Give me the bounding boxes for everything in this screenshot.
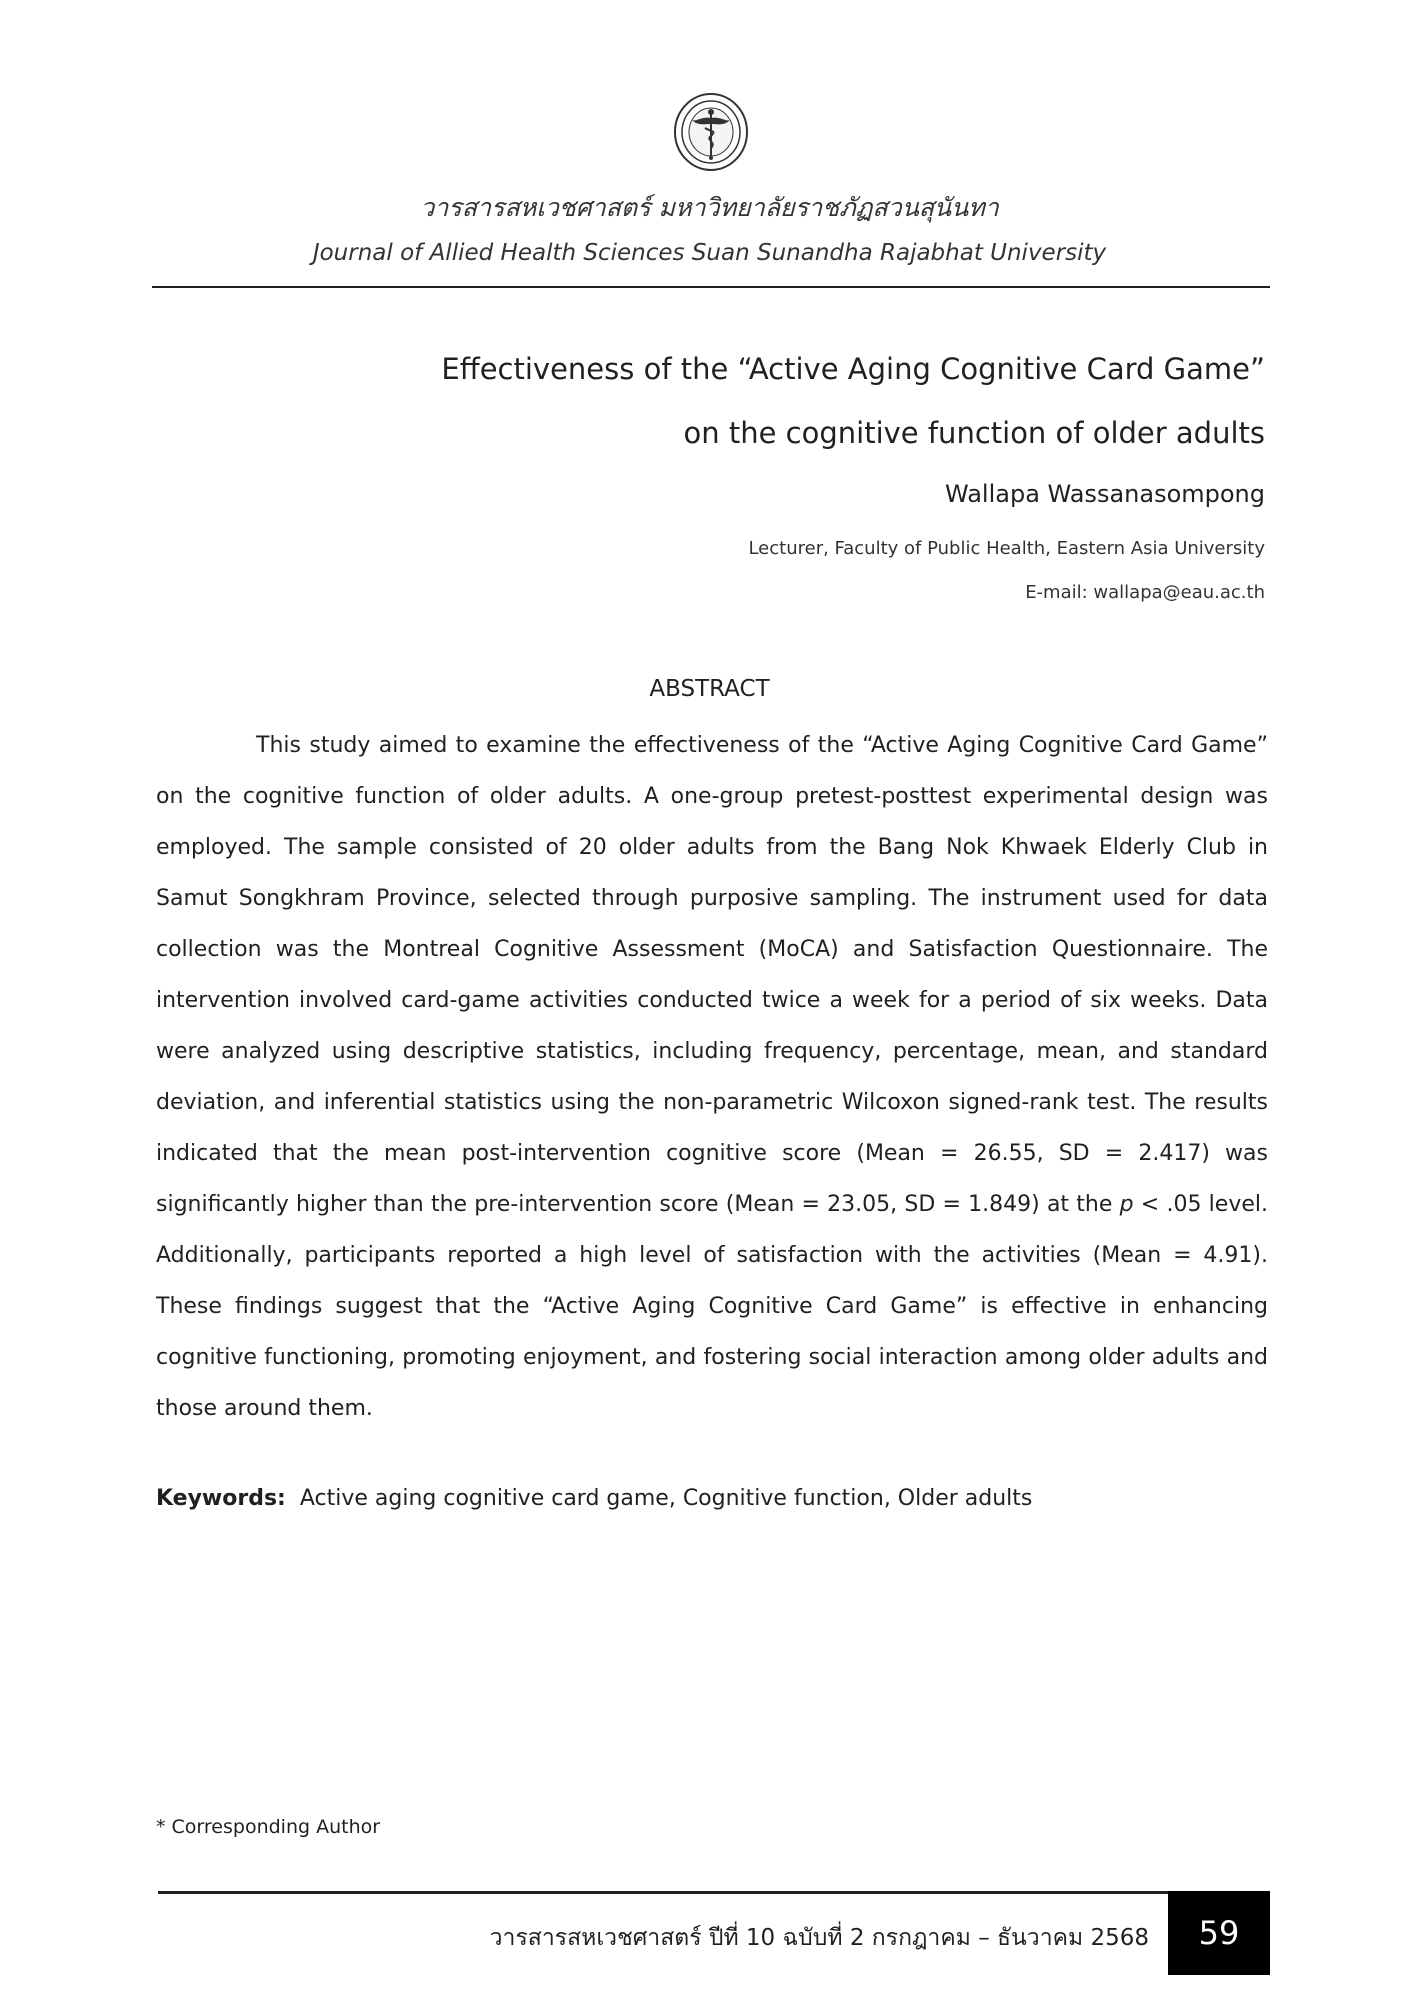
journal-title-thai: วารสารสหเวชศาสตร์ มหาวิทยาลัยราชภัฏสวนสุนันทา xyxy=(420,193,999,222)
abstract-heading: ABSTRACT xyxy=(649,676,770,702)
footer-journal-issue: วารสารสหเวชศาสตร์ ปีที่ 10 ฉบับที่ 2 กรกฎาคม – ธันวาคม 2568 xyxy=(489,1925,1149,1951)
p-value-symbol: p xyxy=(1119,1192,1134,1217)
keywords-label: Keywords: xyxy=(156,1486,286,1511)
abstract-body xyxy=(156,720,1268,1434)
page-number-box xyxy=(1168,1891,1270,1975)
abstract-text-part-2: < .05 level. Additionally, participants reported a high level of satisfaction with the activities (Mean = 4.91). These findings suggest that the “Active Aging Cognitive Card Game” is effective in enhancing cognitive functioning, promoting enjoyment, and fostering social interaction among older adults and those around them. xyxy=(156,1192,1268,1421)
keywords xyxy=(156,1486,1032,1511)
article-title-line-1: Effectiveness of the “Active Aging Cognitive Card Game” xyxy=(441,352,1265,386)
author-name: Wallapa Wassanasompong xyxy=(945,480,1265,508)
university-seal-icon xyxy=(672,92,750,172)
author-email: E-mail: wallapa@eau.ac.th xyxy=(1025,582,1265,603)
author-affiliation: Lecturer, Faculty of Public Health, Eastern Asia University xyxy=(748,538,1265,559)
keywords-text: Active aging cognitive card game, Cognitive function, Older adults xyxy=(299,1486,1033,1511)
header-divider xyxy=(152,286,1270,288)
article-title-line-2: on the cognitive function of older adults xyxy=(683,416,1265,450)
journal-title-english: Journal of Allied Health Sciences Suan Sunandha Rajabhat University xyxy=(312,240,1107,266)
footer-divider xyxy=(158,1891,1168,1894)
abstract-text-part-1: This study aimed to examine the effectiveness of the “Active Aging Cognitive Card Game” on the cognitive function of older adults. A one-group pretest-posttest experimental design was employed. The sample consisted of 20 older adults from the Bang Nok Khwaek Elderly Club in Samut Songkhram Province, selected through purposive sampling. The instrument used for data collection was the Montreal Cognitive Assessment (MoCA) and Satisfaction Questionnaire. The intervention involved card-game activities conducted twice a week for a period of six weeks. Data were analyzed using descriptive statistics, including frequency, percentage, mean, and standard deviation, and inferential statistics using the non-parametric Wilcoxon signed-rank test. The results indicated that the mean post-intervention cognitive score (Mean = 26.55, SD = 2.417) was significantly higher than the pre-intervention score (Mean = 23.05, SD = 1.849) at the xyxy=(156,733,1268,1217)
page-number: 59 xyxy=(1198,1914,1240,1952)
corresponding-author-footnote: * Corresponding Author xyxy=(156,1816,381,1838)
